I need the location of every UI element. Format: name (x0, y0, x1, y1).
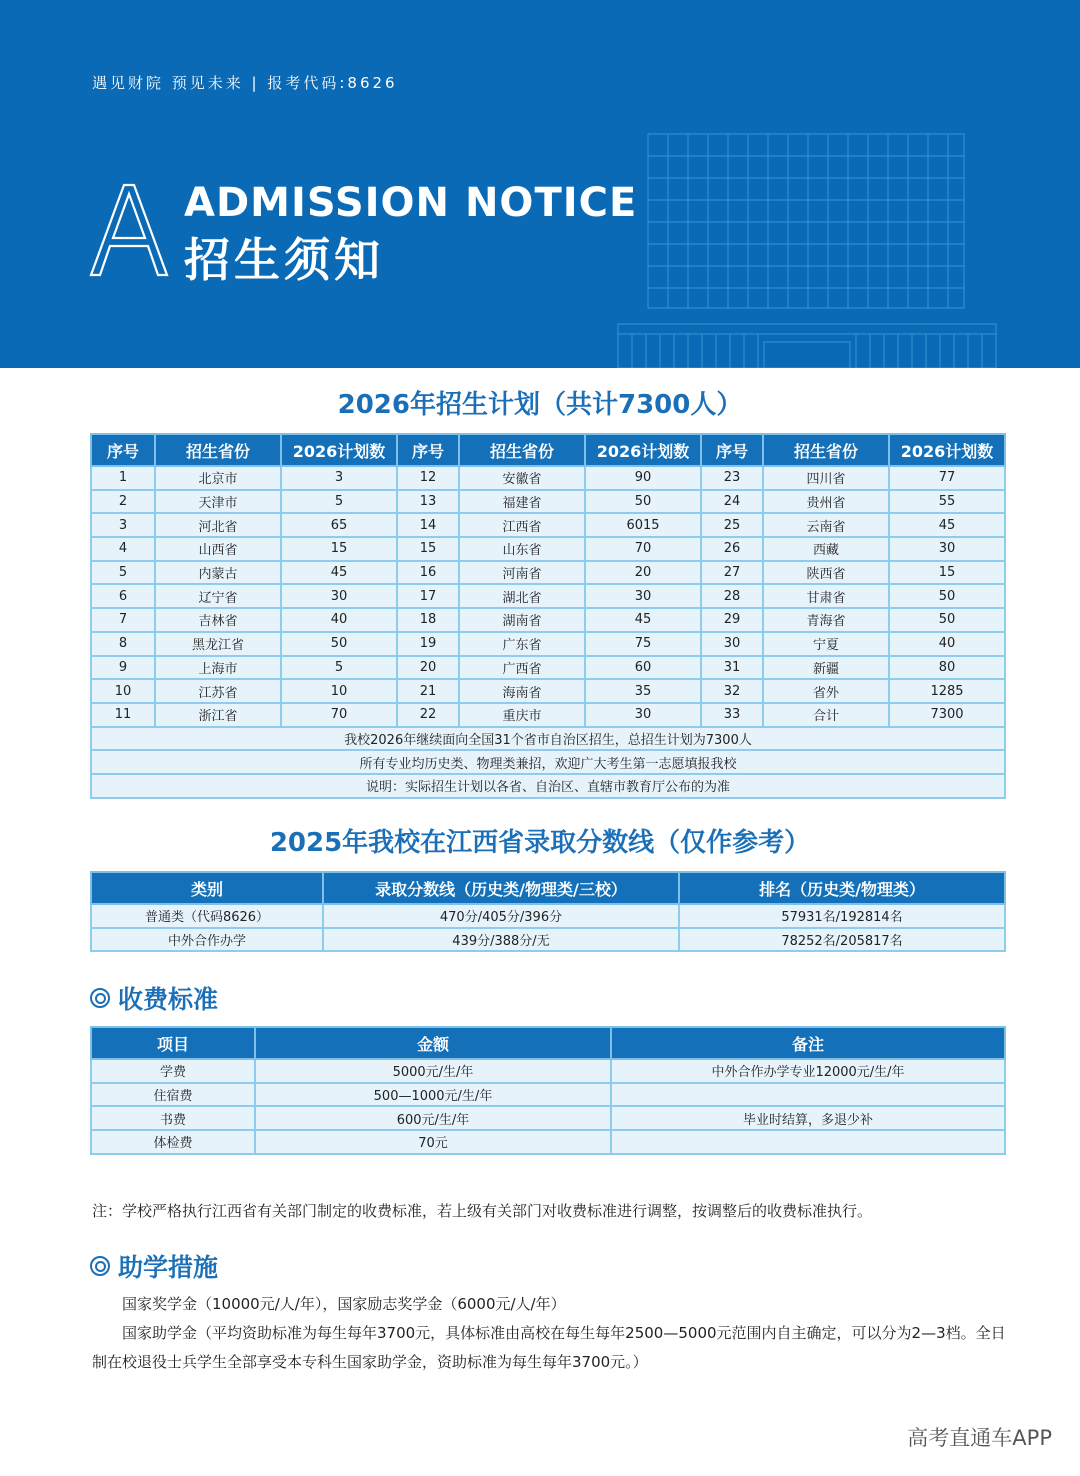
table-cell: 15 (281, 537, 397, 561)
watermark: 高考直通车APP (907, 1426, 1052, 1450)
table-cell: 甘肃省 (763, 584, 889, 608)
table-cell: 50 (889, 584, 1005, 608)
table-cell: 30 (585, 703, 701, 727)
header-banner (0, 0, 1080, 368)
table-cell: 2 (91, 490, 155, 514)
table-cell: 6015 (585, 513, 701, 537)
table-cell: 470分/405分/396分 (323, 904, 679, 928)
aid-heading (90, 1248, 218, 1284)
table-cell: 77 (889, 466, 1005, 490)
plan-title: 2026年招生计划（共计7300人） (337, 390, 743, 420)
table-cell: 20 (585, 561, 701, 585)
table-row (91, 1106, 1005, 1130)
letter-a-logo-icon (88, 182, 170, 278)
fees-heading-label: 收费标准 (118, 985, 219, 1014)
scores-table (90, 871, 1006, 952)
table-cell: 毕业时结算，多退少补 (611, 1106, 1005, 1130)
table-row (91, 656, 1005, 680)
title-english: ADMISSION NOTICE (184, 180, 638, 226)
table-cell: 500—1000元/生/年 (255, 1083, 611, 1107)
table-cell: 1285 (889, 679, 1005, 703)
table-row (91, 490, 1005, 514)
table-cell: 31 (701, 656, 763, 680)
table-cell (611, 1130, 1005, 1154)
table-cell: 四川省 (763, 466, 889, 490)
table-cell: 7 (91, 608, 155, 632)
table-cell: 新疆 (763, 656, 889, 680)
table-cell: 江苏省 (155, 679, 281, 703)
table-cell: 11 (91, 703, 155, 727)
table-cell: 普通类（代码8626） (91, 904, 323, 928)
table-cell: 10 (91, 679, 155, 703)
table-cell: 内蒙古 (155, 561, 281, 585)
table-cell: 70元 (255, 1130, 611, 1154)
table-cell: 30 (585, 584, 701, 608)
table-cell: 海南省 (459, 679, 585, 703)
table-cell: 20 (397, 656, 459, 680)
table-cell: 学费 (91, 1059, 255, 1083)
table-cell: 13 (397, 490, 459, 514)
table-row (91, 466, 1005, 490)
table-cell: 17 (397, 584, 459, 608)
table-cell: 90 (585, 466, 701, 490)
table-cell: 30 (701, 632, 763, 656)
table-cell: 安徽省 (459, 466, 585, 490)
table-cell: 中外合作办学 (91, 928, 323, 952)
table-cell: 32 (701, 679, 763, 703)
table-row (91, 632, 1005, 656)
table-cell: 40 (889, 632, 1005, 656)
table-cell: 湖南省 (459, 608, 585, 632)
table-cell: 5000元/生/年 (255, 1059, 611, 1083)
table-cell: 75 (585, 632, 701, 656)
table-cell: 天津市 (155, 490, 281, 514)
col-header-province: 招生省份 (155, 434, 281, 466)
building-illustration-icon (612, 128, 1004, 368)
table-cell: 山东省 (459, 537, 585, 561)
table-row (91, 1083, 1005, 1107)
table-cell: 30 (889, 537, 1005, 561)
table-cell: 青海省 (763, 608, 889, 632)
table-cell: 湖北省 (459, 584, 585, 608)
table-cell: 22 (397, 703, 459, 727)
table-cell: 50 (585, 490, 701, 514)
table-cell: 14 (397, 513, 459, 537)
scores-title: 2025年我校在江西省录取分数线（仅作参考） (269, 828, 811, 858)
col-header-plan-count: 2026计划数 (281, 434, 397, 466)
table-cell (611, 1083, 1005, 1107)
table-cell: 50 (889, 608, 1005, 632)
table-cell: 24 (701, 490, 763, 514)
table-cell: 55 (889, 490, 1005, 514)
plan-note: 我校2026年继续面向全国31个省市自治区招生，总招生计划为7300人 (91, 727, 1005, 751)
table-cell: 70 (585, 537, 701, 561)
table-row (91, 679, 1005, 703)
col-header-index: 序号 (701, 434, 763, 466)
col-header-rank: 排名（历史类/物理类） (679, 872, 1005, 904)
table-cell: 5 (281, 656, 397, 680)
table-cell: 广东省 (459, 632, 585, 656)
table-cell: 省外 (763, 679, 889, 703)
fees-note: 注：学校严格执行江西省有关部门制定的收费标准，若上级有关部门对收费标准进行调整，按调整后的收费标准执行。 (92, 1202, 873, 1220)
table-cell: 黑龙江省 (155, 632, 281, 656)
table-cell: 3 (281, 466, 397, 490)
table-cell: 贵州省 (763, 490, 889, 514)
table-cell: 70 (281, 703, 397, 727)
table-cell: 住宿费 (91, 1083, 255, 1107)
table-cell: 27 (701, 561, 763, 585)
table-cell: 80 (889, 656, 1005, 680)
aid-paragraph-scholarship: 国家奖学金（10000元/人/年），国家励志奖学金（6000元/人/年） (122, 1295, 566, 1313)
col-header-index: 序号 (91, 434, 155, 466)
table-cell: 18 (397, 608, 459, 632)
col-header-index: 序号 (397, 434, 459, 466)
table-cell: 福建省 (459, 490, 585, 514)
table-cell: 16 (397, 561, 459, 585)
col-header-amount: 金额 (255, 1027, 611, 1059)
table-cell: 西藏 (763, 537, 889, 561)
table-cell: 28 (701, 584, 763, 608)
table-cell: 26 (701, 537, 763, 561)
table-cell: 书费 (91, 1106, 255, 1130)
table-cell: 40 (281, 608, 397, 632)
table-cell: 9 (91, 656, 155, 680)
table-cell: 宁夏 (763, 632, 889, 656)
table-row (91, 1059, 1005, 1083)
scores-header-row (91, 872, 1005, 904)
table-cell: 4 (91, 537, 155, 561)
table-cell: 河北省 (155, 513, 281, 537)
table-cell: 3 (91, 513, 155, 537)
table-row (91, 904, 1005, 928)
table-cell: 35 (585, 679, 701, 703)
table-cell: 60 (585, 656, 701, 680)
table-cell: 上海市 (155, 656, 281, 680)
table-cell: 河南省 (459, 561, 585, 585)
table-row (91, 1130, 1005, 1154)
plan-table (90, 433, 1006, 799)
table-cell: 广西省 (459, 656, 585, 680)
note-row (91, 774, 1005, 798)
table-row (91, 608, 1005, 632)
table-cell: 5 (281, 490, 397, 514)
table-row (91, 513, 1005, 537)
col-header-item: 项目 (91, 1027, 255, 1059)
table-cell: 600元/生/年 (255, 1106, 611, 1130)
table-cell: 21 (397, 679, 459, 703)
table-cell: 45 (889, 513, 1005, 537)
table-cell: 78252名/205817名 (679, 928, 1005, 952)
table-cell: 中外合作办学专业12000元/生/年 (611, 1059, 1005, 1083)
title-chinese: 招生须知 (184, 233, 384, 287)
table-cell: 50 (281, 632, 397, 656)
table-cell: 吉林省 (155, 608, 281, 632)
table-cell: 29 (701, 608, 763, 632)
target-circle-icon (90, 1256, 110, 1276)
table-cell: 重庆市 (459, 703, 585, 727)
col-header-province: 招生省份 (763, 434, 889, 466)
aid-heading-label: 助学措施 (118, 1253, 219, 1282)
table-cell: 山西省 (155, 537, 281, 561)
note-row (91, 727, 1005, 751)
col-header-plan-count: 2026计划数 (585, 434, 701, 466)
table-row (91, 561, 1005, 585)
plan-note: 说明：实际招生计划以各省、自治区、直辖市教育厅公布的为准 (91, 774, 1005, 798)
table-cell: 33 (701, 703, 763, 727)
plan-note: 所有专业均历史类、物理类兼招，欢迎广大考生第一志愿填报我校 (91, 750, 1005, 774)
table-cell: 北京市 (155, 466, 281, 490)
tagline: 遇见财院 预见未来 | 报考代码:8626 (92, 74, 398, 92)
table-cell: 19 (397, 632, 459, 656)
col-header-remark: 备注 (611, 1027, 1005, 1059)
table-cell: 1 (91, 466, 155, 490)
col-header-province: 招生省份 (459, 434, 585, 466)
table-cell: 30 (281, 584, 397, 608)
table-cell: 8 (91, 632, 155, 656)
table-cell: 15 (397, 537, 459, 561)
table-cell: 浙江省 (155, 703, 281, 727)
col-header-score-line: 录取分数线（历史类/物理类/三校） (323, 872, 679, 904)
table-cell: 云南省 (763, 513, 889, 537)
col-header-plan-count: 2026计划数 (889, 434, 1005, 466)
aid-paragraph-grant: 国家助学金（平均资助标准为每生每年3700元，具体标准由高校在每生每年2500—5000元范围内自主确定，可以分为2—3档。全日制在校退役士兵学生全部享受本专科生国家助学金，资助标准为每生每年3700元。） (92, 1324, 1006, 1371)
table-cell: 江西省 (459, 513, 585, 537)
table-cell: 6 (91, 584, 155, 608)
table-cell: 陕西省 (763, 561, 889, 585)
fees-header-row (91, 1027, 1005, 1059)
target-circle-icon (90, 988, 110, 1008)
table-cell: 5 (91, 561, 155, 585)
fees-table (90, 1026, 1006, 1155)
table-cell: 合计 (763, 703, 889, 727)
table-cell: 439分/388分/无 (323, 928, 679, 952)
table-cell: 7300 (889, 703, 1005, 727)
table-row (91, 928, 1005, 952)
note-row (91, 750, 1005, 774)
table-cell: 15 (889, 561, 1005, 585)
plan-header-row (91, 434, 1005, 466)
table-cell: 23 (701, 466, 763, 490)
table-cell: 10 (281, 679, 397, 703)
table-row (91, 703, 1005, 727)
table-row (91, 584, 1005, 608)
table-cell: 12 (397, 466, 459, 490)
table-cell: 45 (585, 608, 701, 632)
table-cell: 25 (701, 513, 763, 537)
col-header-category: 类别 (91, 872, 323, 904)
table-row (91, 537, 1005, 561)
table-cell: 辽宁省 (155, 584, 281, 608)
table-cell: 57931名/192814名 (679, 904, 1005, 928)
table-cell: 45 (281, 561, 397, 585)
fees-heading (90, 980, 218, 1016)
table-cell: 体检费 (91, 1130, 255, 1154)
table-cell: 65 (281, 513, 397, 537)
